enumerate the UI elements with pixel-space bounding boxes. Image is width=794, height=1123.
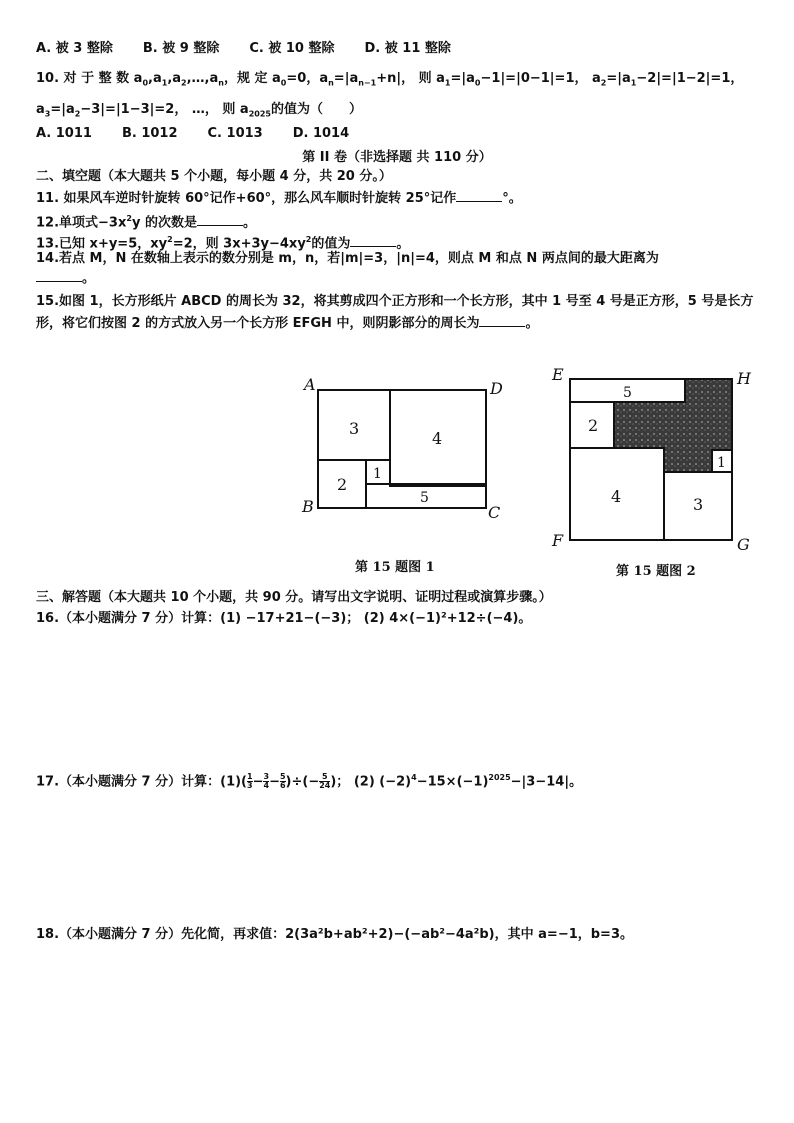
q17-sup-1: 4	[411, 773, 417, 782]
q10-line2: $a_3=|a_2-3|=|1-3|=2$， …， 则 $a_{2025}$的值为（ ）	[36, 102, 362, 119]
q10-options	[36, 125, 379, 143]
q12-blank[interactable]	[197, 213, 243, 226]
fig1-corner-c: C	[488, 503, 501, 522]
q17-f4-num: 5	[319, 773, 330, 782]
fig1-corner-d: D	[490, 379, 503, 398]
q17-frac-4	[319, 773, 330, 790]
q17-minus-1: −	[252, 774, 264, 790]
q17-f1-num: 1	[247, 772, 253, 782]
q13-end: 。	[396, 236, 410, 252]
q17-text-d: −15×(−1)	[416, 774, 489, 790]
q13-text-b: =2，则 3x+3y−4xy	[172, 236, 306, 252]
q17-text-c: )； (2) (−2)	[330, 774, 412, 790]
q17-minus-2: −	[269, 774, 280, 790]
q14-blank[interactable]	[36, 269, 82, 282]
q17-f3-num: 5	[279, 772, 286, 782]
q17-text-e: −|3−14|。	[510, 774, 583, 790]
fig2-label-3: 3	[693, 495, 704, 514]
q10-text-c: =0，a	[286, 71, 329, 86]
q17-sup-2: 2025	[488, 773, 511, 782]
figure-1	[300, 378, 510, 528]
figure-2	[550, 366, 760, 556]
q9-option-c: C. 被 10 整除	[249, 41, 335, 56]
q10-text-g: −1|=|0−1|=1， a	[480, 71, 601, 86]
q17-f1-den: 3	[247, 781, 253, 791]
fig1-label-1: 1	[373, 466, 382, 482]
fig1-corner-b: B	[302, 497, 314, 516]
q18: 18.（本小题满分 7 分）先化简，再求值：2(3a²b+ab²+2)−(−ab²−4a²b)，其中 a=−1，b=3。	[36, 927, 633, 942]
q17-text-b: )÷(−	[285, 774, 320, 790]
q10-text-d: =|a	[333, 71, 359, 86]
q12-text-a: 12.单项式−3x	[36, 215, 127, 231]
q17-f2-num: 3	[263, 772, 270, 782]
q10-option-c: C. 1013	[207, 126, 263, 141]
q15-end: 。	[525, 316, 539, 331]
fig2-corner-f: F	[552, 531, 564, 550]
q14-text: 14.若点 M，N 在数轴上表示的数分别是 m，n，若|m|=3，|n|=4，则点 M 和点 N 两点间的最大距离为	[36, 251, 659, 266]
q17-text-a: 17.（本小题满分 7 分）计算：(1)(	[36, 774, 247, 790]
q17-f2-den: 4	[263, 781, 270, 791]
fig2-label-2: 2	[588, 416, 599, 435]
q9-option-a: A. 被 3 整除	[36, 41, 113, 56]
fig1-label-5: 5	[420, 490, 429, 506]
q15	[36, 291, 758, 335]
q9-option-d: D. 被 11 整除	[364, 41, 451, 56]
q17-f4-den: 24	[319, 781, 331, 791]
q10-text-h: =|a	[606, 71, 631, 86]
q12: 12.单项式$-3x^2y$ 的次数是 。	[36, 214, 256, 231]
q10-text-e: |， 则 a	[396, 71, 445, 86]
fig2-caption: 第 15 题图 2	[616, 564, 696, 579]
q11-blank[interactable]	[456, 189, 502, 202]
fig1-caption: 第 15 题图 1	[355, 560, 435, 575]
q10-text-i: −2|=|1−2|=1，	[636, 71, 744, 86]
q11	[36, 189, 522, 208]
fig1-label-3: 3	[349, 419, 360, 438]
q10-option-a: A. 1011	[36, 126, 92, 141]
fig2-corner-e: E	[552, 366, 564, 384]
q16: 16.（本小题满分 7 分）计算：(1) −17+21−(−3)； (2) 4×(−1)²+12÷(−4)。	[36, 611, 532, 626]
q10-l2-b: =|a	[50, 102, 75, 117]
q10-l2-d: 的值为（ ）	[270, 102, 362, 117]
q12-text-b: y 的次数是	[131, 215, 197, 231]
fig2-label-4: 4	[611, 487, 622, 506]
q13-text-c: 的值为	[311, 236, 351, 252]
q9-option-b: B. 被 9 整除	[142, 41, 220, 56]
part2-title: 第 II 卷（非选择题 共 110 分）	[302, 150, 492, 165]
q15-blank[interactable]	[479, 314, 525, 327]
q13-text-a: 13.已知 x+y=5，xy	[36, 236, 168, 252]
q9-options	[36, 40, 481, 58]
section3-heading: 三、解答题（本大题共 10 个小题，共 90 分。请写出文字说明、证明过程或演算步骤。）	[36, 590, 552, 605]
q17-f3-den: 6	[279, 781, 286, 791]
q10-option-d: D. 1014	[292, 126, 350, 141]
section2-heading: 二、填空题（本大题共 5 个小题，每小题 4 分，共 20 分。）	[36, 169, 392, 184]
fig2-corner-g: G	[737, 535, 750, 554]
q11-text: 11. 如果风车逆时针旋转 60°记作+60°，那么风车顺时针旋转 25°记作	[36, 191, 457, 206]
q14	[36, 249, 758, 289]
q11-end: °。	[502, 191, 522, 206]
q14-end: 。	[82, 271, 96, 286]
fig2-corner-h: H	[737, 369, 751, 388]
q10-option-b: B. 1012	[121, 126, 178, 141]
fig1-label-4: 4	[432, 429, 443, 448]
fig1-corner-a: A	[304, 378, 316, 394]
fig2-label-5: 5	[623, 385, 632, 401]
q17	[36, 766, 582, 794]
q12-end: 。	[242, 215, 256, 231]
q10-text-f: =|a	[450, 71, 475, 86]
q13: 13.已知 x+y=5，$xy^2=2$，则 $3x+3y-4xy^2$的值为 。	[36, 235, 410, 252]
q15-text: 15.如图 1，长方形纸片 ABCD 的周长为 32，将其剪成四个正方形和一个长方形，其中 1 号至 4 号是正方形，5 号是长方形，将它们按图 2 的方式放入另一个长方形 EFGH 中，则阴影部分的周长为	[36, 294, 754, 331]
q10-line1: 10. 对 于 整 数 $a_0,a_1,a_2,\dots,a_n$，规 定 $a_0=0$，$a_n=|a_{n-1}+n|$， 则 $a_1=|a_0-1|=|0-1|=1$， $a_2=|a_1-2|=|1-2|=1$，	[36, 71, 744, 88]
q10-l2-a: a	[36, 102, 45, 117]
q10-l2-c: −3|=|1−3|=2， …， 则 a	[80, 102, 249, 117]
q10-text: 10. 对 于 整 数 a	[36, 71, 143, 86]
fig2-label-1: 1	[717, 455, 726, 471]
fig1-label-2: 2	[337, 475, 348, 494]
q10-text-b: ，规 定 a	[223, 71, 281, 86]
q13-blank[interactable]	[350, 234, 396, 247]
